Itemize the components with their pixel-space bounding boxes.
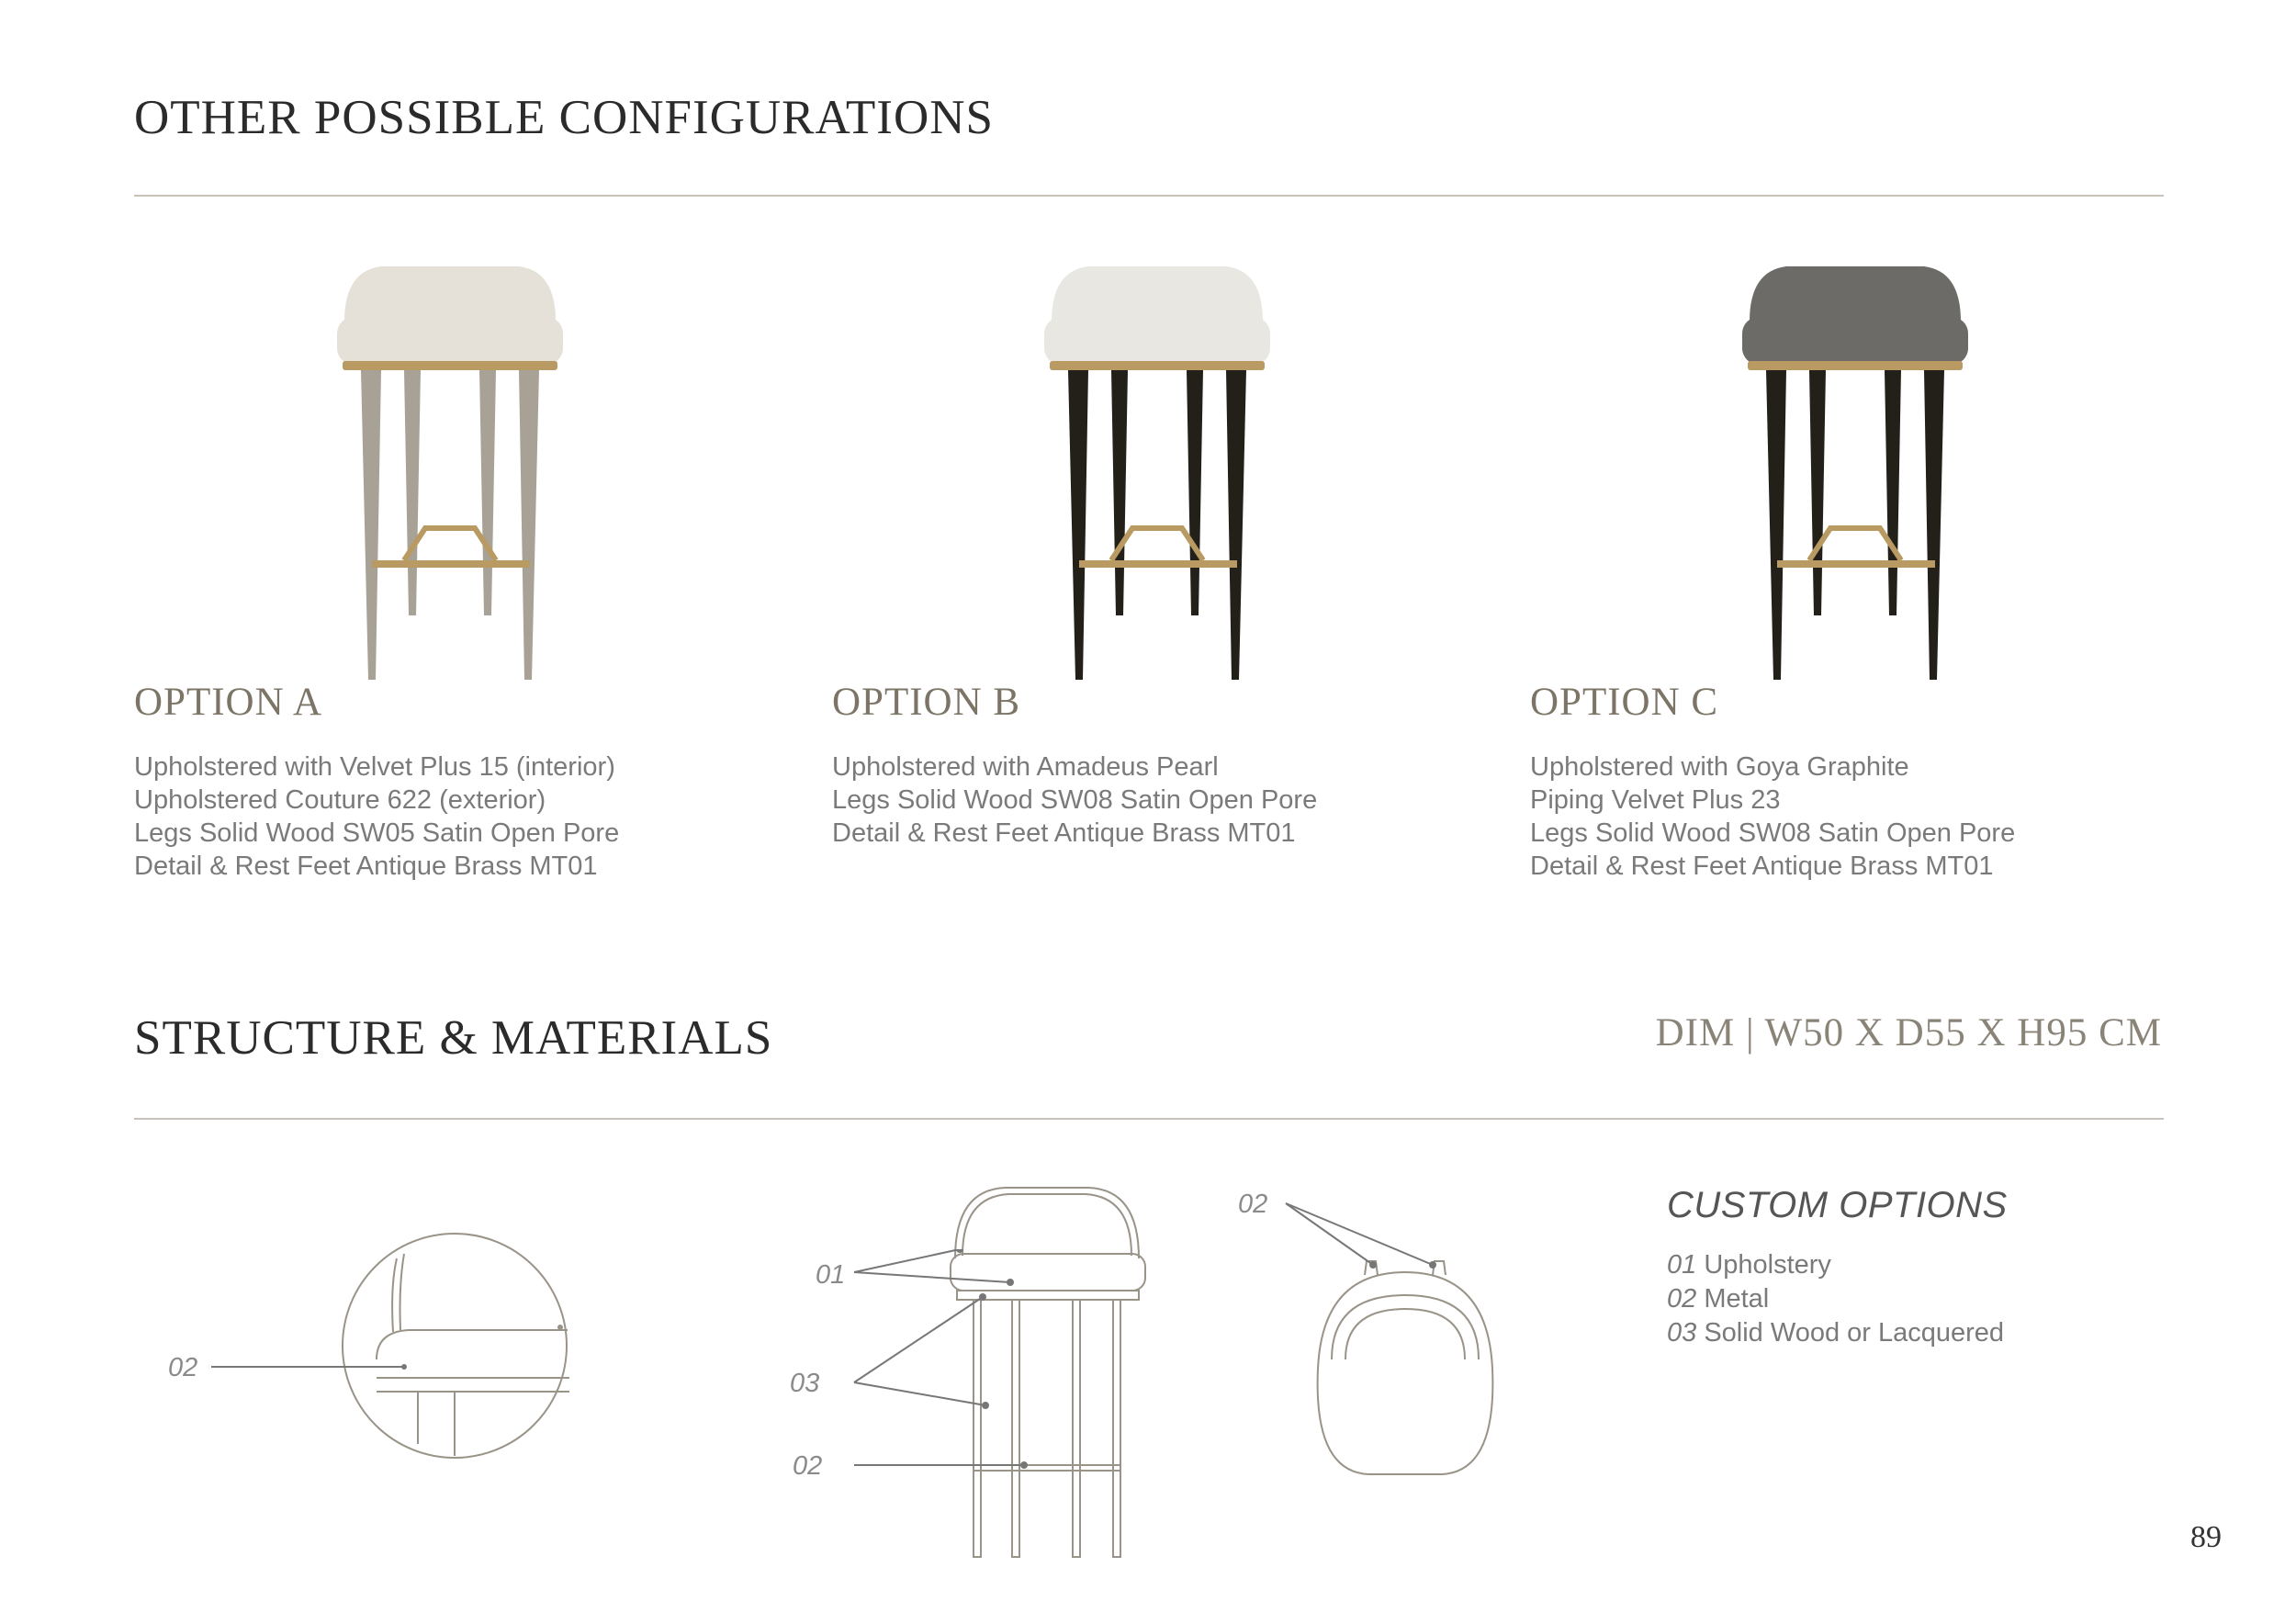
chair-image-option-c	[1722, 262, 1988, 684]
structure-divider	[134, 1118, 2164, 1120]
custom-options	[1667, 1185, 2181, 1350]
option-c-spec-list	[1530, 750, 2173, 883]
custom-option-item	[1667, 1282, 2181, 1316]
option-b	[832, 680, 1475, 850]
top-view-leader-lines	[1281, 1199, 1446, 1272]
page-number: 89	[2190, 1520, 2222, 1554]
option-a	[134, 680, 777, 883]
option-a-spec-line: Upholstered Couture 622 (exterior)	[134, 785, 546, 815]
option-a-spec-line: Detail & Rest Feet Antique Brass MT01	[134, 851, 598, 881]
callout-front-01: 01	[816, 1260, 846, 1290]
option-b-spec-line: Detail & Rest Feet Antique Brass MT01	[832, 818, 1296, 848]
option-c-spec-line: Legs Solid Wood SW08 Satin Open Pore	[1530, 818, 2016, 848]
chair-image-option-a	[317, 262, 583, 684]
callout-top-02: 02	[1238, 1190, 1268, 1219]
custom-options-list	[1667, 1248, 2181, 1350]
top-view-drawing	[1304, 1258, 1506, 1479]
option-a-spec-line: Legs Solid Wood SW05 Satin Open Pore	[134, 818, 620, 848]
option-a-label: OPTION A	[134, 681, 323, 724]
option-c-spec-line: Detail & Rest Feet Antique Brass MT01	[1530, 851, 1994, 881]
front-view-leader-lines	[850, 1249, 1042, 1479]
structure-title: STRUCTURE & MATERIALS	[134, 1011, 773, 1065]
option-b-spec-list	[832, 750, 1475, 850]
detail-drawing	[340, 1231, 588, 1460]
callout-front-02: 02	[793, 1451, 823, 1481]
option-c-label: OPTION C	[1530, 681, 1719, 724]
option-c	[1530, 680, 2173, 883]
option-a-spec-line: Upholstered with Velvet Plus 15 (interior)	[134, 752, 615, 782]
callout-leader-line	[211, 1359, 409, 1387]
custom-option-code: 03	[1667, 1318, 1697, 1348]
option-b-spec-line: Legs Solid Wood SW08 Satin Open Pore	[832, 785, 1318, 815]
callout-detail-02: 02	[168, 1353, 198, 1382]
custom-option-code: 02	[1667, 1284, 1697, 1314]
callout-front-03: 03	[790, 1369, 820, 1398]
custom-options-title: CUSTOM OPTIONS	[1667, 1185, 2008, 1225]
custom-option-item	[1667, 1248, 2181, 1282]
option-a-spec-list	[134, 750, 777, 883]
custom-option-text: Metal	[1696, 1284, 1770, 1314]
custom-option-item	[1667, 1316, 2181, 1350]
configurations-title: OTHER POSSIBLE CONFIGURATIONS	[134, 91, 994, 144]
option-c-spec-line: Upholstered with Goya Graphite	[1530, 752, 1909, 782]
dimensions-label: DIM | W50 X D55 X H95 CM	[1655, 1011, 2162, 1054]
configurations-divider	[134, 195, 2164, 197]
custom-option-text: Solid Wood or Lacquered	[1696, 1318, 2005, 1348]
option-c-spec-line: Piping Velvet Plus 23	[1530, 785, 1781, 815]
option-b-spec-line: Upholstered with Amadeus Pearl	[832, 752, 1219, 782]
custom-option-code: 01	[1667, 1250, 1697, 1280]
custom-option-text: Upholstery	[1696, 1250, 1831, 1280]
chair-image-option-b	[1024, 262, 1290, 684]
option-b-label: OPTION B	[832, 681, 1021, 724]
